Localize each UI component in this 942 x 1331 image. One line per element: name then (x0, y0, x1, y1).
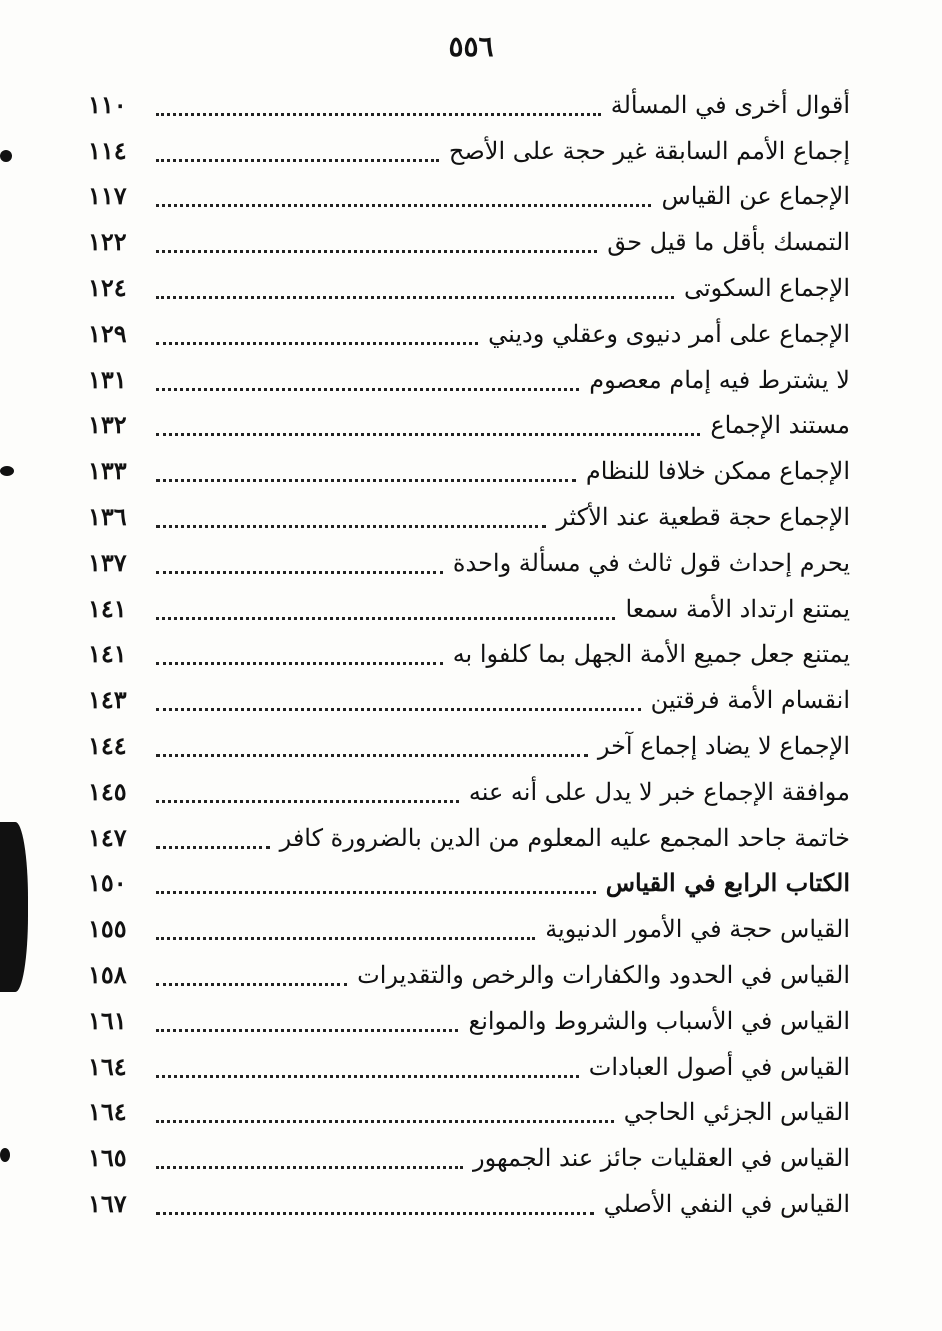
toc-page-number: ١٢٤ (88, 273, 127, 303)
toc-row (88, 998, 850, 1044)
toc-row (88, 815, 850, 861)
toc-page-number: ١٥٠ (88, 868, 127, 898)
dot-leader (156, 469, 576, 482)
toc-row (88, 265, 850, 311)
toc-row (88, 769, 850, 815)
dot-leader (156, 1065, 579, 1078)
toc-page-number: ١٤١ (88, 593, 127, 623)
scan-ink-speck (0, 466, 14, 476)
toc-title: الإجماع عن القياس (661, 182, 850, 211)
toc-page-number: ١٤٧ (88, 822, 127, 852)
toc-title: القياس في أصول العبادات (588, 1052, 850, 1081)
toc-page-number: ١١٠ (88, 89, 127, 119)
toc-title: القياس حجة في الأمور الدنيوية (545, 915, 850, 944)
dot-leader (156, 1202, 594, 1215)
toc-row (88, 1181, 850, 1227)
scan-ink-speck (0, 1148, 10, 1162)
toc-row (88, 723, 850, 769)
toc-row (88, 540, 850, 586)
toc-page-number: ١٤١ (88, 639, 127, 669)
dot-leader (156, 240, 597, 253)
toc-row (88, 311, 850, 357)
toc-title: يمتنع جعل جميع الأمة الجهل بما كلفوا به (452, 640, 850, 669)
toc-row (88, 906, 850, 952)
toc-page-number: ١٢٩ (88, 318, 127, 348)
toc-page-number: ١٤٥ (88, 776, 127, 806)
dot-leader (156, 515, 546, 528)
toc-page-number: ١٦١ (88, 1005, 127, 1035)
toc-row (88, 174, 850, 220)
toc-page-number: ١٦٥ (88, 1143, 127, 1173)
dot-leader (156, 378, 579, 391)
toc-title: الإجماع ممكن خلافا للنظام (585, 457, 850, 486)
dot-leader (156, 332, 478, 345)
toc-page-number: ١٤٤ (88, 731, 127, 761)
toc-row (88, 82, 850, 128)
toc-title: الإجماع على أمر دنيوى وعقلي وديني (488, 319, 850, 348)
toc-row (88, 128, 850, 174)
dot-leader (156, 881, 596, 894)
dot-leader (156, 423, 700, 436)
toc-row (88, 1135, 850, 1181)
toc-row (88, 586, 850, 632)
toc-row (88, 494, 850, 540)
toc-title: انقسام الأمة فرقتين (650, 686, 850, 715)
toc-page-number: ١٦٤ (88, 1097, 127, 1127)
dot-leader (156, 607, 615, 620)
toc-chapter-title: الكتاب الرابع في القياس (605, 868, 850, 898)
dot-leader (156, 698, 641, 711)
toc-title: إجماع الأمم السابقة غير حجة على الأصح (448, 136, 850, 165)
toc-title: يمتنع ارتداد الأمة سمعا (625, 594, 850, 623)
toc-title: مستند الإجماع (710, 411, 850, 440)
toc-title: خاتمة جاحد المجمع عليه المعلوم من الدين بالضرورة كافر (279, 823, 850, 852)
toc-row (88, 448, 850, 494)
toc-row (88, 357, 850, 403)
toc-row (88, 219, 850, 265)
toc-title: التمسك بأقل ما قيل حق (607, 228, 850, 257)
toc-page-number: ١٣٣ (88, 456, 127, 486)
toc-title: أقوال أخرى في المسألة (610, 90, 850, 119)
table-of-contents (88, 82, 850, 1227)
dot-leader (156, 1110, 614, 1123)
toc-title: القياس في الحدود والكفارات والرخص والتقديرات (357, 961, 850, 990)
dot-leader (156, 973, 347, 986)
toc-page-number: ١٥٨ (88, 960, 127, 990)
toc-row (88, 632, 850, 678)
toc-title: القياس في العقليات جائز عند الجمهور (472, 1144, 850, 1173)
toc-page-number: ١٤٣ (88, 685, 127, 715)
scan-ink-speck (0, 150, 12, 162)
dot-leader (156, 836, 270, 849)
dot-leader (156, 744, 588, 757)
scan-ink-blot (0, 822, 28, 992)
dot-leader (156, 561, 443, 574)
toc-row-chapter-heading (88, 861, 850, 907)
toc-title: القياس في الأسباب والشروط والموانع (468, 1006, 850, 1035)
dot-leader (156, 286, 674, 299)
dot-leader (156, 1019, 458, 1032)
toc-page-number: ١١٧ (88, 181, 127, 211)
toc-page-number: ١٣٦ (88, 502, 127, 532)
toc-page-number: ١٣٧ (88, 547, 127, 577)
toc-page-number: ١٣١ (88, 364, 127, 394)
toc-page-number: ١٣٢ (88, 410, 127, 440)
dot-leader (156, 652, 443, 665)
toc-row (88, 952, 850, 998)
toc-title: يحرم إحداث قول ثالث في مسألة واحدة (452, 548, 850, 577)
toc-page-number: ١٦٧ (88, 1189, 127, 1219)
dot-leader (156, 790, 459, 803)
toc-page-number: ١٥٥ (88, 914, 127, 944)
toc-title: الإجماع لا يضاد إجماع آخر (597, 732, 850, 761)
toc-row (88, 403, 850, 449)
toc-title: موافقة الإجماع خبر لا يدل على أنه عنه (468, 777, 850, 806)
toc-row (88, 1044, 850, 1090)
toc-title: الإجماع حجة قطعية عند الأكثر (556, 503, 850, 532)
toc-title: القياس الجزئي الحاجي (623, 1098, 850, 1127)
toc-title: لا يشترط فيه إمام معصوم (589, 365, 850, 394)
page-number: ٥٥٦ (448, 30, 494, 63)
toc-row (88, 677, 850, 723)
dot-leader (156, 149, 439, 162)
toc-title: الإجماع السكوتى (683, 274, 850, 303)
toc-page-number: ١٢٢ (88, 227, 127, 257)
dot-leader (156, 1156, 463, 1169)
toc-page-number: ١١٤ (88, 135, 127, 165)
toc-page-number: ١٦٤ (88, 1051, 127, 1081)
dot-leader (156, 927, 535, 940)
toc-row (88, 1090, 850, 1136)
toc-title: القياس في النفي الأصلي (603, 1190, 850, 1219)
dot-leader (156, 194, 651, 207)
dot-leader (156, 103, 601, 116)
